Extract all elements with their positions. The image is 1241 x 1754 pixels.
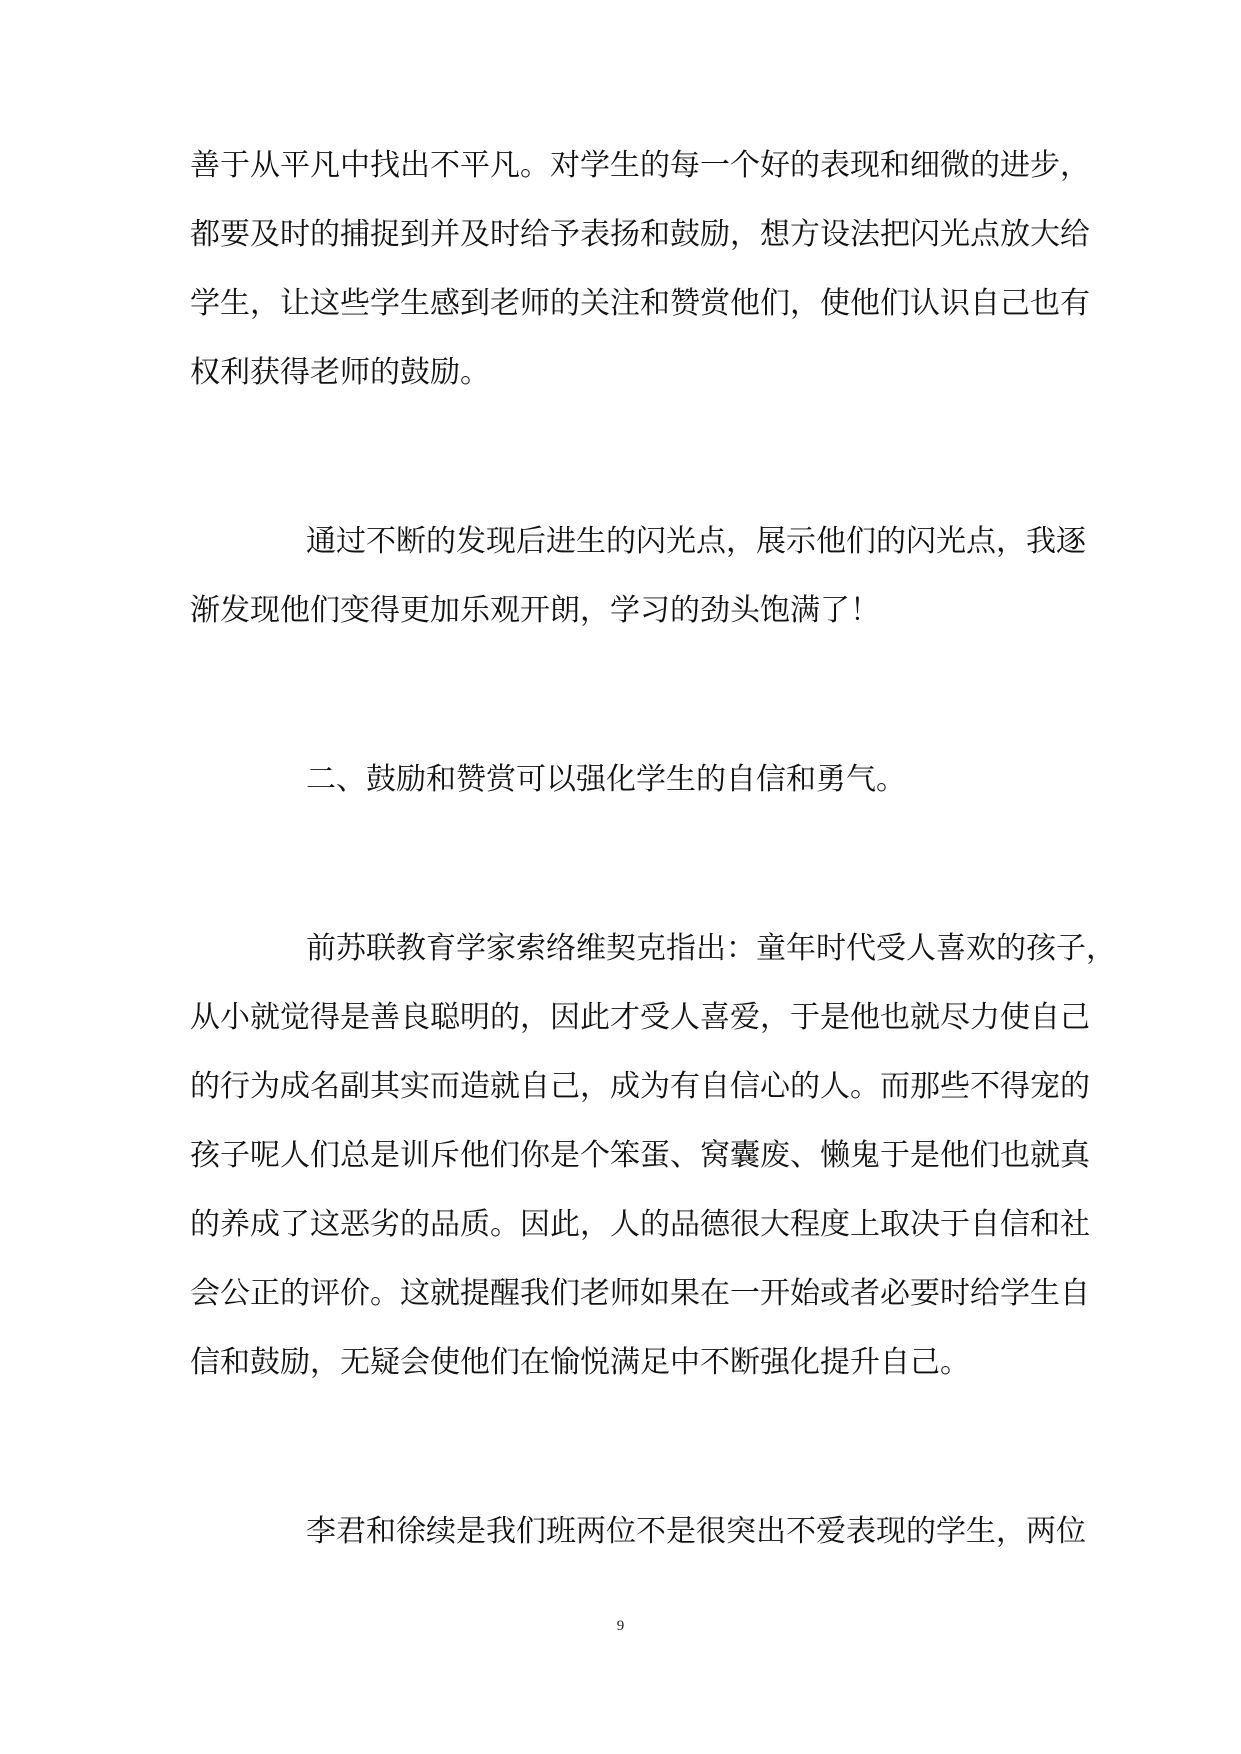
paragraph-line: 李君和徐续是我们班两位不是很突出不爱表现的学生，两位: [306, 1514, 1086, 1549]
paragraph-line: 渐发现他们变得更加乐观开朗，学习的劲头饱满了！: [190, 593, 880, 628]
paragraph-line: 前苏联教育学家索络维契克指出：童年时代受人喜欢的孩子，: [306, 931, 1116, 966]
paragraph-line: 从小就觉得是善良聪明的，因此才受人喜爱，于是他也就尽力使自己: [190, 1000, 1090, 1035]
paragraph-line: 信和鼓励，无疑会使他们在愉悦满足中不断强化提升自己。: [190, 1345, 970, 1380]
paragraph-line: 会公正的评价。这就提醒我们老师如果在一开始或者必要时给学生自: [190, 1276, 1090, 1311]
paragraph-line: 权利获得老师的鼓励。: [190, 355, 490, 390]
paragraph-line: 都要及时的捕捉到并及时给予表扬和鼓励，想方设法把闪光点放大给: [190, 217, 1090, 252]
page-number: 9: [616, 1618, 625, 1634]
paragraph-line: 孩子呢人们总是训斥他们你是个笨蛋、窝囊废、懒鬼于是他们也就真: [190, 1138, 1090, 1173]
paragraph-line: 学生，让这些学生感到老师的关注和赞赏他们，使他们认识自己也有: [190, 286, 1090, 321]
paragraph-line: 的养成了这恶劣的品质。因此，人的品德很大程度上取决于自信和社: [190, 1207, 1090, 1242]
section-heading: 二、鼓励和赞赏可以强化学生的自信和勇气。: [306, 762, 906, 797]
paragraph-line: 通过不断的发现后进生的闪光点，展示他们的闪光点，我逐: [306, 524, 1086, 559]
paragraph-line: 的行为成名副其实而造就自己，成为有自信心的人。而那些不得宠的: [190, 1069, 1090, 1104]
paragraph-line: 善于从平凡中找出不平凡。对学生的每一个好的表现和细微的进步，: [190, 148, 1090, 183]
